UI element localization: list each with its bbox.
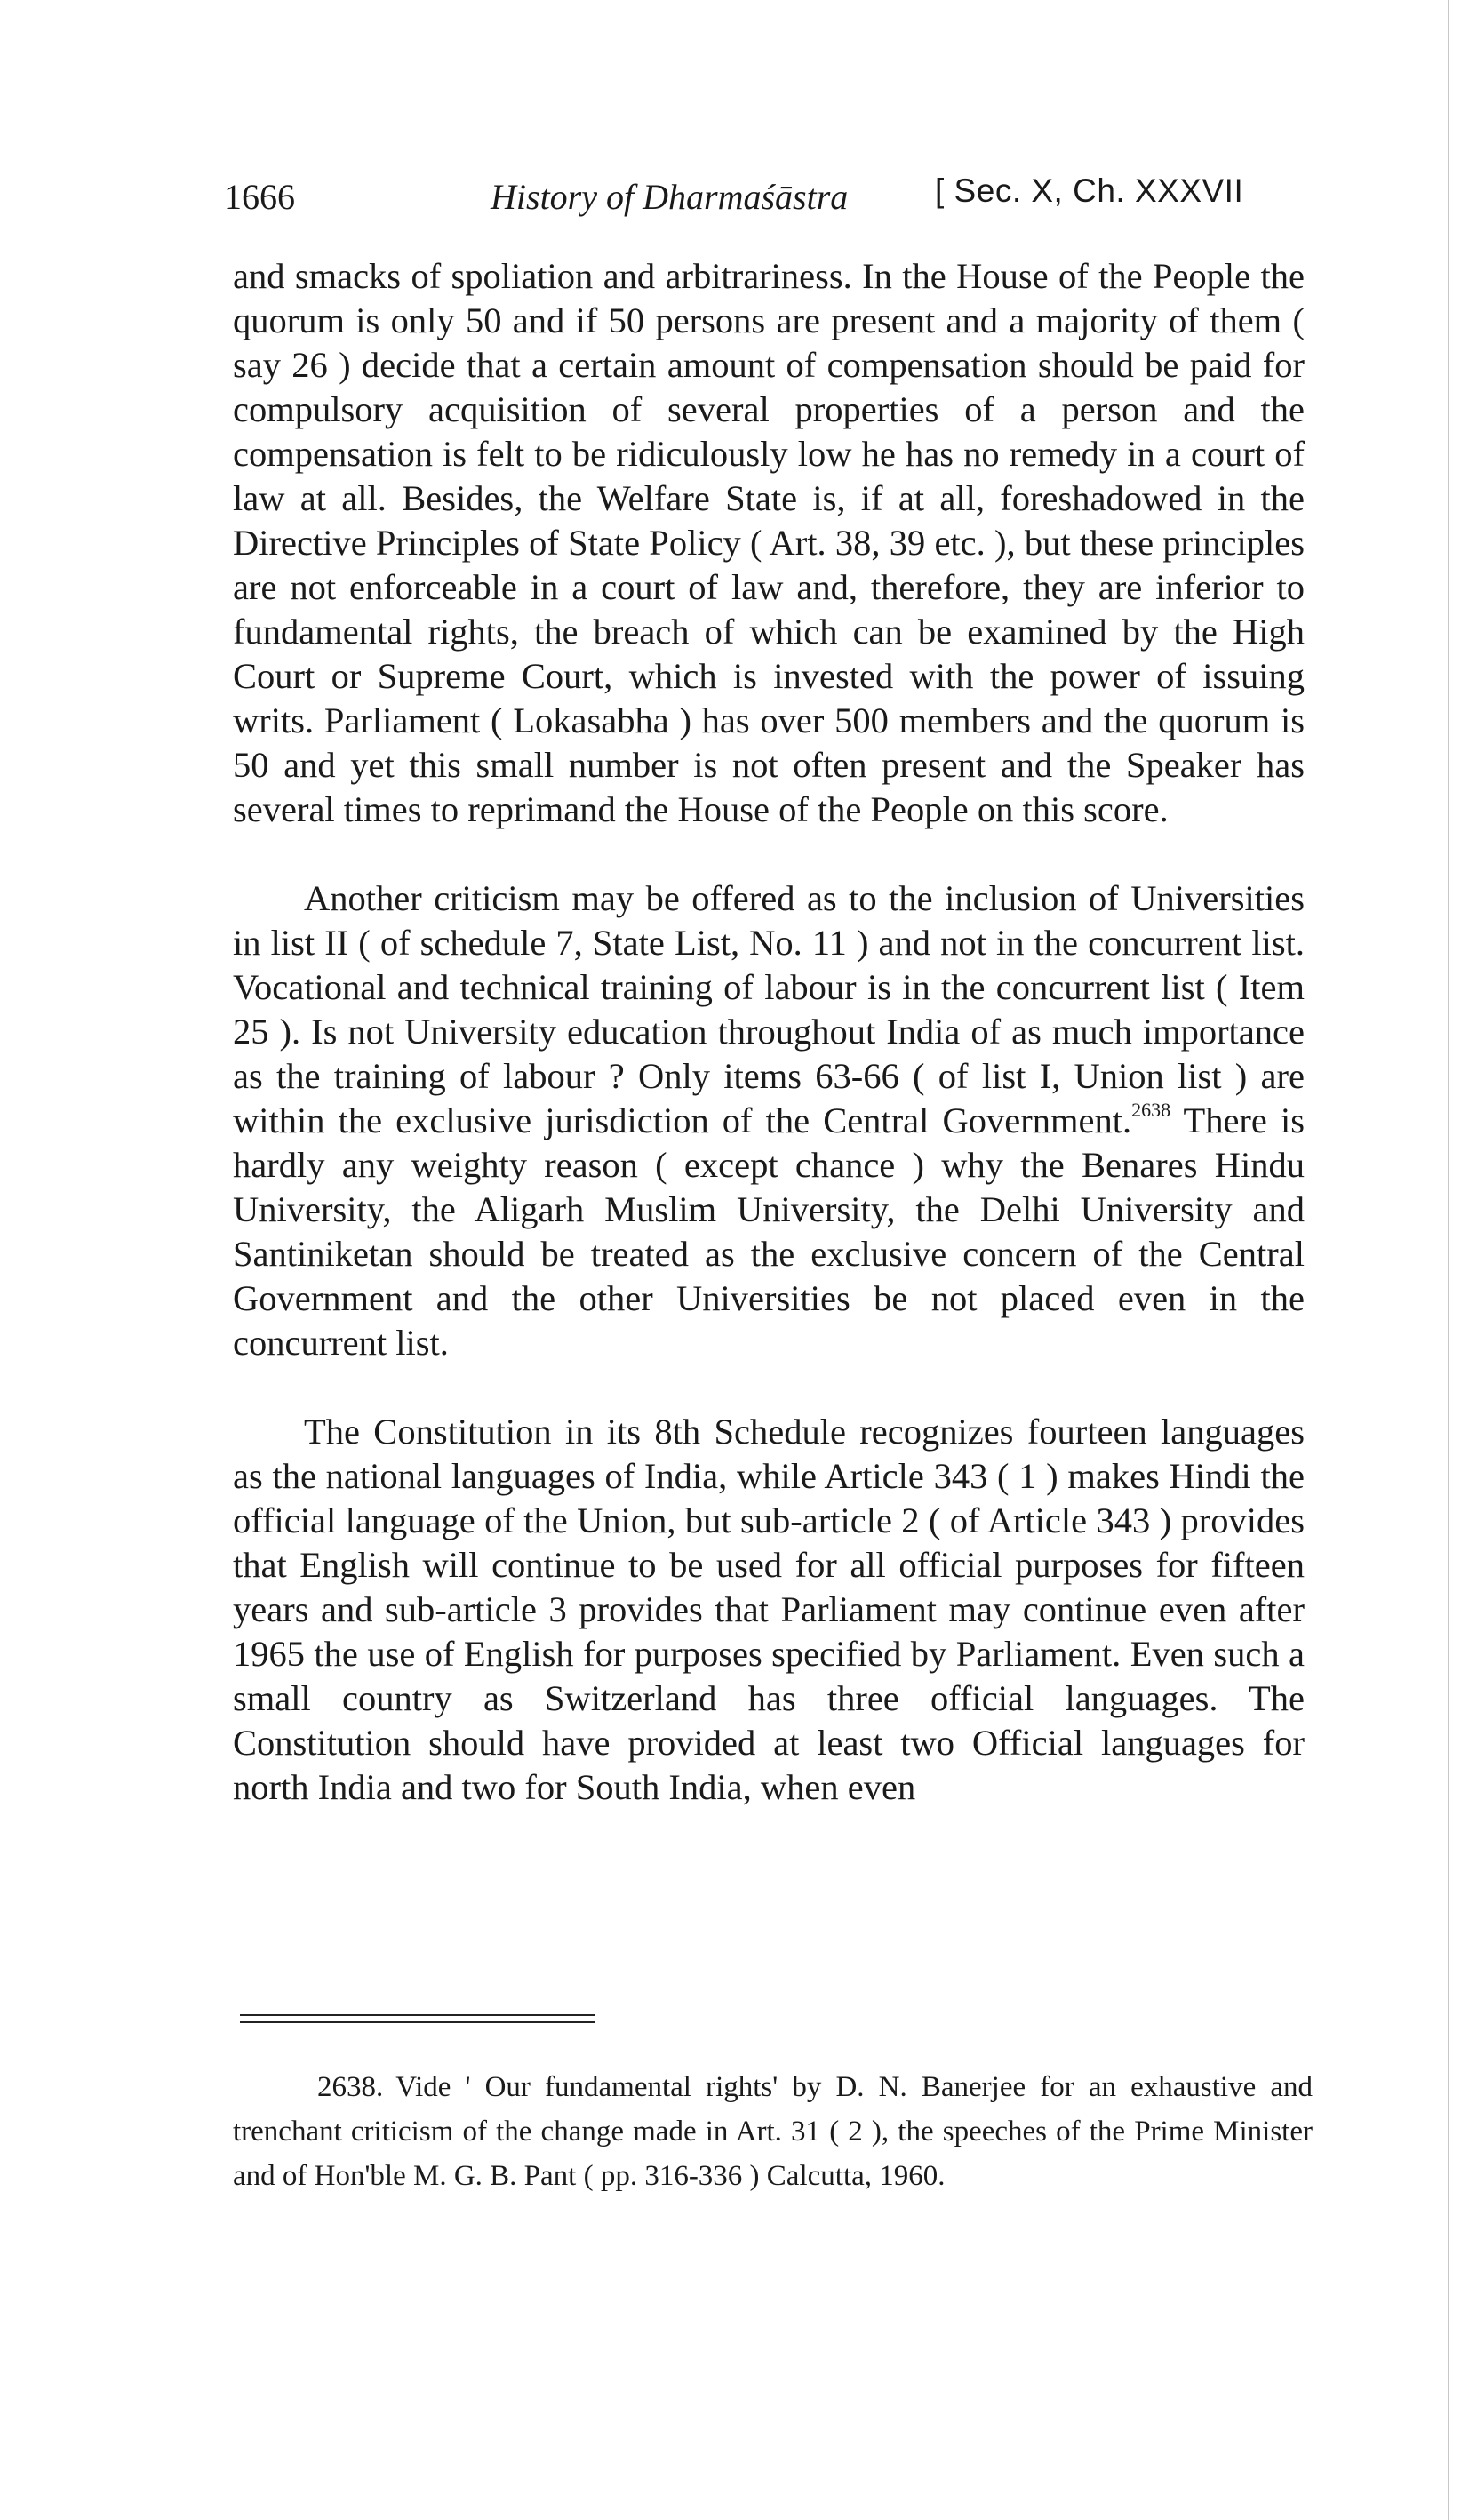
paragraph-universities <box>233 876 1305 1365</box>
footnote <box>233 2065 1313 2198</box>
paragraph-universities-text: Another criticism may be offered as to the inclusion of Universities in list II ( of schedule 7, State List, No. 11 ) and not in the concurrent list. Vocational and technical training of labour is in the concurrent list ( Item 25 ). Is not University education throughout India of as much importance as the training of labour ? Only items 63-66 ( of list I, Union list ) are within the exclusive jurisdiction of the Central Government. <box>233 878 1305 1140</box>
footnote-rule-top <box>240 2014 595 2016</box>
paragraph-universities-continued: There is hardly any weighty reason ( except chance ) why the Benares Hindu University, the Aligarh Muslim University, the Delhi University and Santiniketan should be treated as the exclusive concern of the Central Government and the other Universities be not placed even in the concurrent list. <box>233 1100 1305 1363</box>
footnote-rule-bottom <box>240 2021 595 2023</box>
running-title: History of Dharmaśāstra <box>491 177 849 217</box>
footnote-number: 2638. <box>317 2071 384 2103</box>
page-edge-line <box>1448 0 1449 2520</box>
paragraph-spoliation: and smacks of spoliation and arbitrariness. In the House of the People the quorum is only 50 and if 50 persons are present and a majority of them ( say 26 ) decide that a certain amount of compensation should be paid for compulsory acquisition of several properties of a person and the compensation is felt to be ridiculously low he has no remedy in a court of law at all. Besides, the Welfare State is, if at all, foreshadowed in the Directive Principles of State Policy ( Art. 38, 39 etc. ), but these principles are not enforceable in a court of law and, therefore, they are inferior to fundamental rights, the breach of which can be examined by the High Court or Supreme Court, which is invested with the power of issuing writs. Parliament ( Lokasabha ) has over 500 members and the quorum is 50 and yet this small number is not often present and the Speaker has several times to reprimand the House of the People on this score. <box>233 256 1305 829</box>
paragraph-languages: The Constitution in its 8th Schedule recognizes fourteen languages as the national languages of India, while Article 343 ( 1 ) makes Hindi the official language of the Union, but sub-article 2 ( of Article 343 ) provides that English will continue to be used for all official purposes for fifteen years and sub-article 3 provides that Parliament may continue even after 1965 the use of English for purposes specified by Parliament. Even such a small country as Switzerland has three official languages. The Constitution should have provided at least two Official languages for north India and two for South India, when even <box>233 1412 1305 1807</box>
footnote-text: Vide ' Our fundamental rights' by D. N. Banerjee for an exhaustive and trenchant criticism of the change made in Art. 31 ( 2 ), the speeches of the Prime Minister and of Hon'ble M. G. B. Pant ( pp. 316-336 ) Calcutta, 1960. <box>233 2071 1313 2192</box>
page-header <box>224 169 1290 222</box>
page-number: 1666 <box>224 177 295 217</box>
section-reference: [ Sec. X, Ch. XXXVII <box>935 172 1244 209</box>
footnote-marker: 2638 <box>1131 1098 1171 1121</box>
main-text <box>233 254 1305 1810</box>
